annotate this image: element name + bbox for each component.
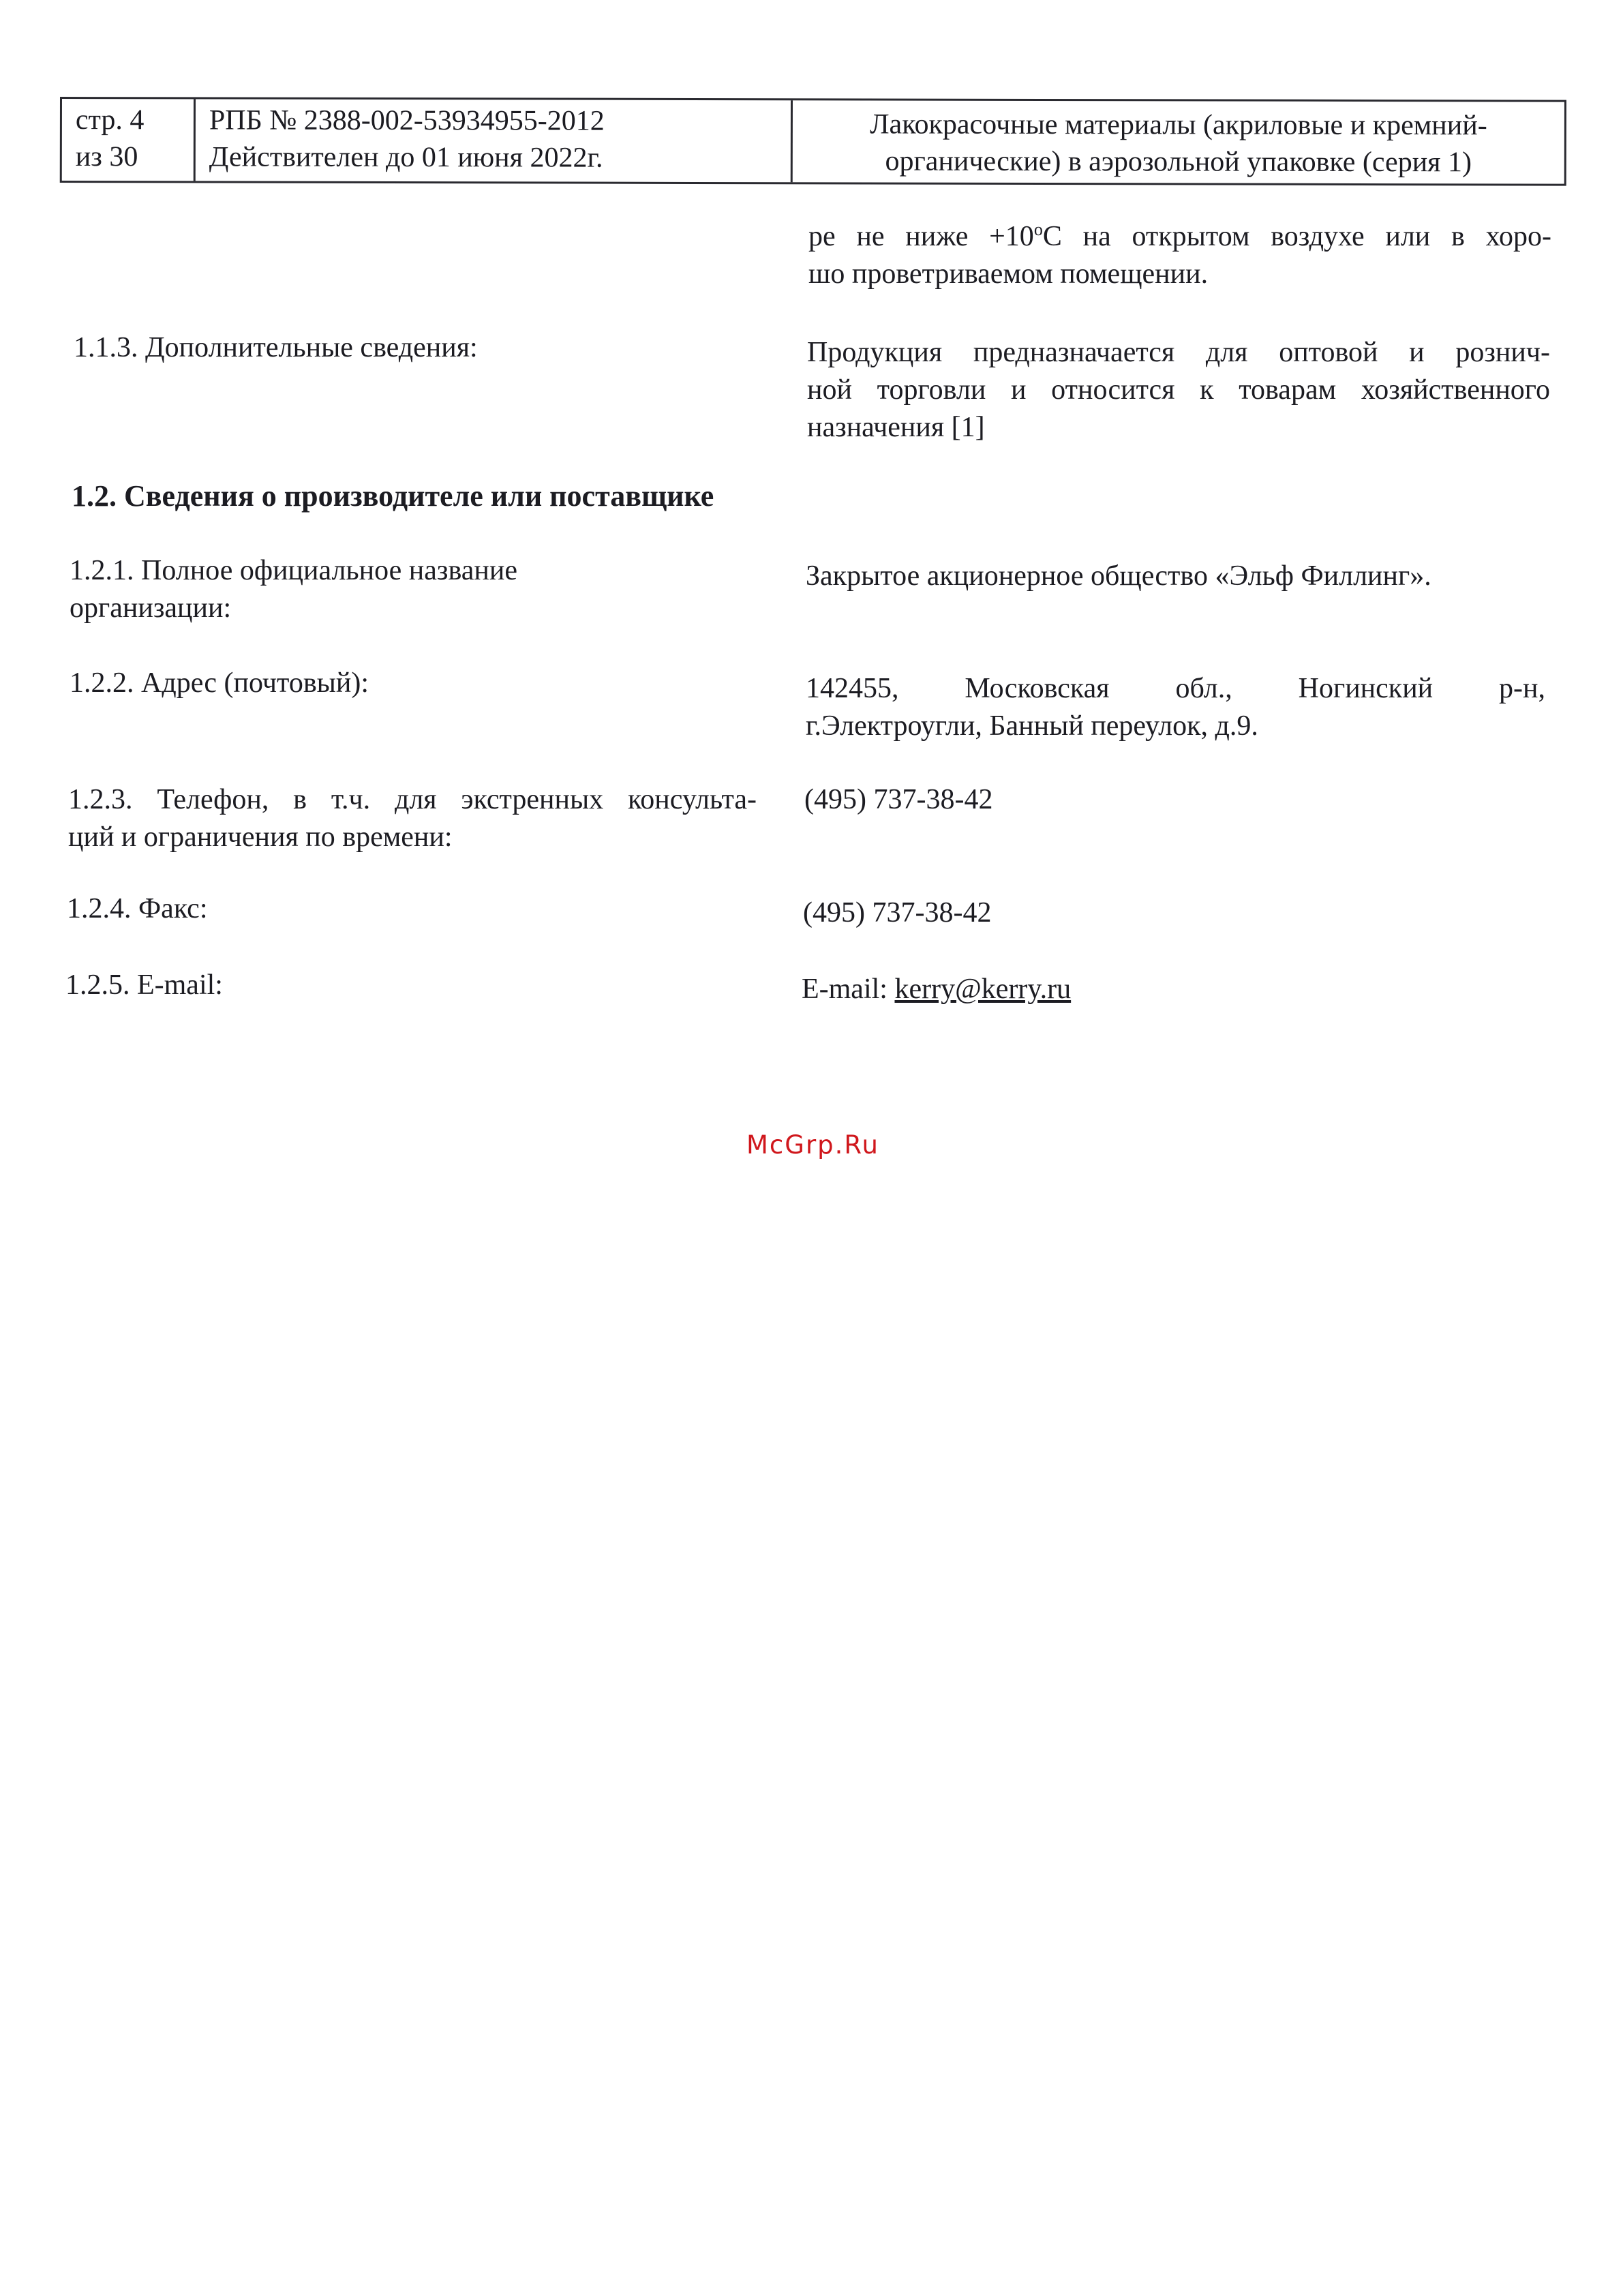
product-title-line-1: Лакокрасочные материалы (акриловые и кремний- <box>870 108 1487 142</box>
additional-info-line-1: Продукция предназначается для оптовой и рознич- <box>807 337 1550 368</box>
postal-address-value <box>806 670 1545 745</box>
fax-label: 1.2.4. Факс: <box>67 893 208 924</box>
document-number-cell <box>196 99 793 182</box>
phone-value: (495) 737-38-42 <box>804 784 993 815</box>
address-line-1: 142455, Московская обл., Ногинский р-н, <box>806 673 1545 704</box>
storage-line-2: шо проветриваемом помещении. <box>808 258 1209 290</box>
product-title-line-2: органические) в аэрозольной упаковке (серия 1) <box>885 145 1472 179</box>
fax-value: (495) 737-38-42 <box>803 897 992 928</box>
email-prefix: E-mail: <box>802 973 895 1005</box>
additional-info-label: 1.1.3. Дополнительные сведения: <box>74 332 478 363</box>
page-total: из 30 <box>75 141 138 173</box>
page-header-table <box>60 97 1566 186</box>
watermark: McGrp.Ru <box>746 1130 879 1160</box>
page-number: стр. 4 <box>75 104 145 136</box>
email-link[interactable]: kerry@kerry.ru <box>894 973 1072 1005</box>
product-title-cell <box>793 100 1564 183</box>
storage-line-1: ре не ниже $+10^оС$ на открытом воздухе или в хоро- <box>808 220 1552 252</box>
additional-info-line-3: назначения [1] <box>807 412 985 443</box>
page-number-cell <box>62 99 196 181</box>
org-name-value: Закрытое акционерное общество «Эльф Филлинг». <box>806 560 1431 592</box>
email-label: 1.2.5. E-mail: <box>65 969 223 1001</box>
postal-address-label: 1.2.2. Адрес (почтовый): <box>70 667 369 699</box>
additional-info-value <box>807 334 1550 447</box>
phone-label: 1.2.3. Телефон, в т.ч. для экстренных консульта- ций и ограничения по времени: <box>68 784 757 853</box>
section-heading: 1.2. Сведения о производителе или поставщике <box>72 479 714 513</box>
address-line-2: г.Электроугли, Банный переулок, д.9. <box>806 710 1258 742</box>
document-number: РПБ № 2388-002-53934955-2012 <box>209 104 605 137</box>
additional-info-line-2: ной торговли и относится к товарам хозяйственного <box>807 374 1550 406</box>
email-value <box>802 971 1545 1008</box>
storage-conditions-continuation <box>808 218 1551 293</box>
org-name-label: 1.2.1. Полное официальное название организации: <box>70 555 517 624</box>
validity-date: Действителен до 01 июня 2022г. <box>209 141 603 174</box>
